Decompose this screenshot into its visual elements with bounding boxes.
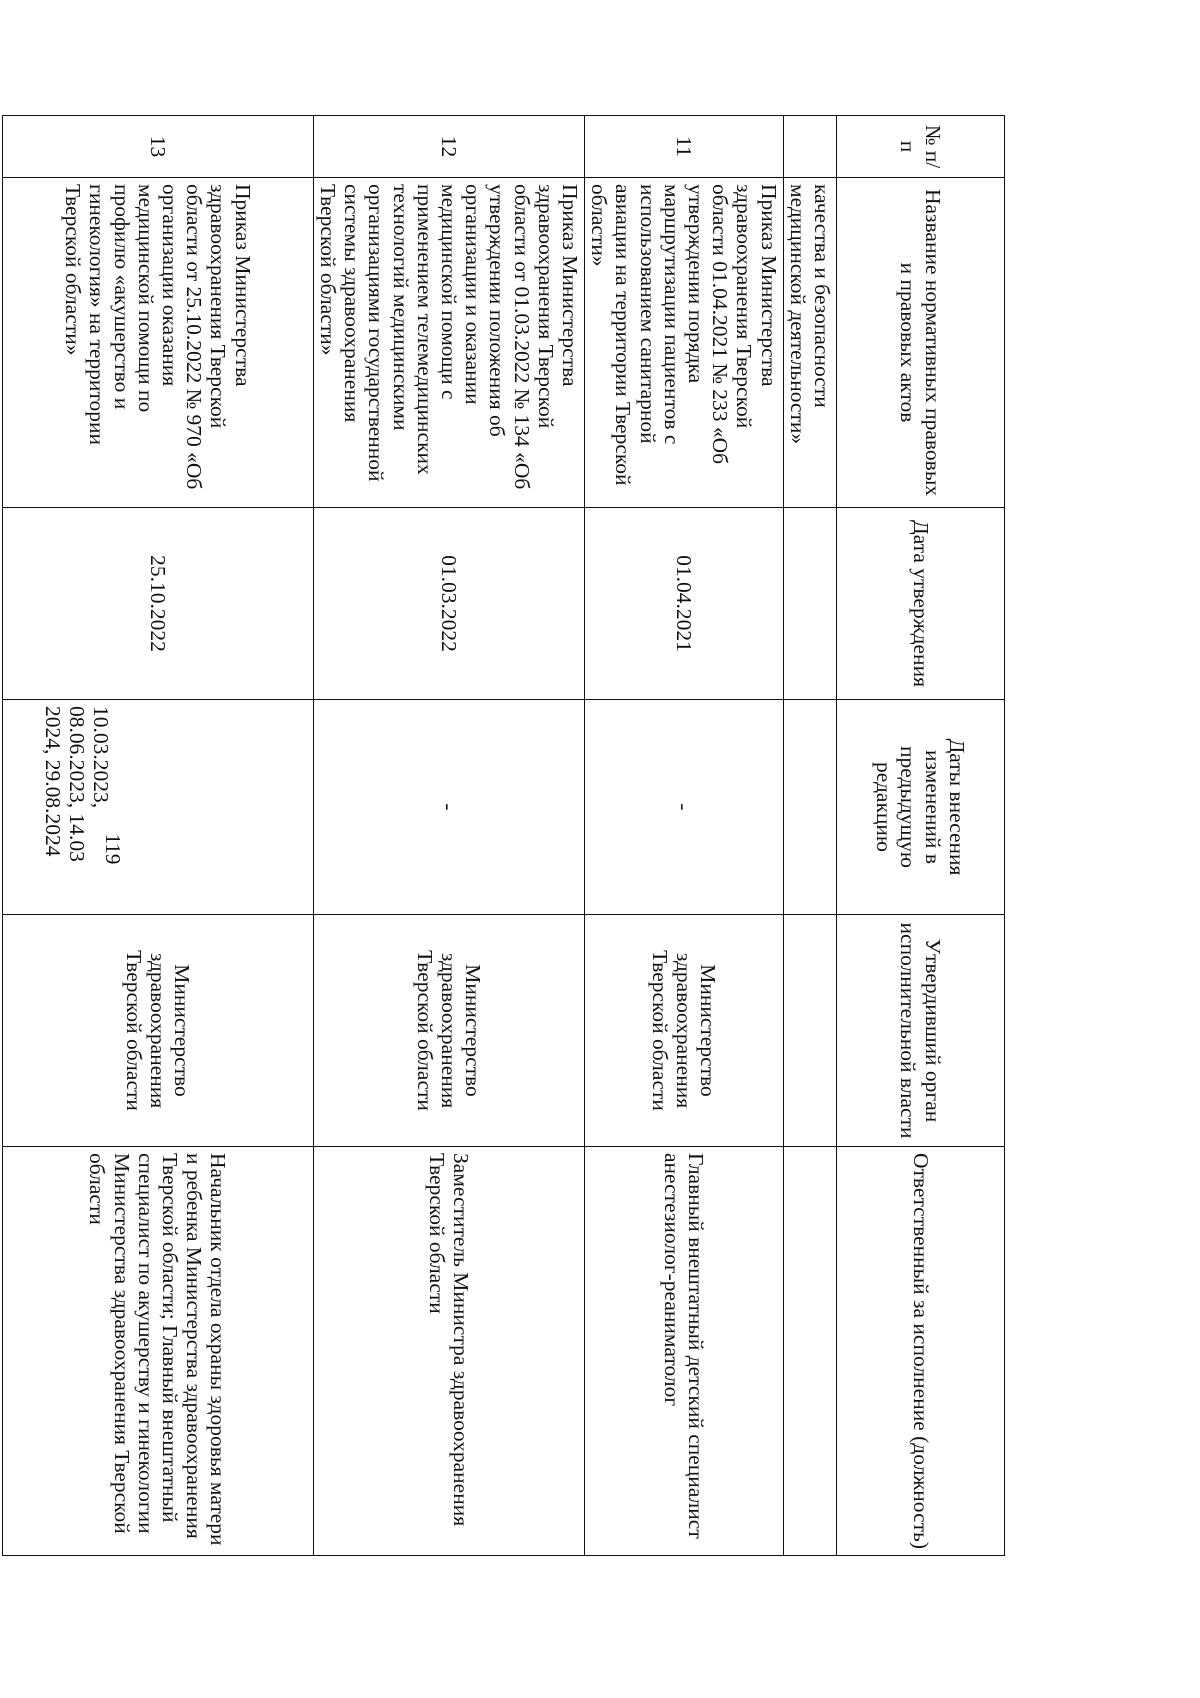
table-row-13 xyxy=(2,116,313,1556)
header-authority: Утвердивший орган исполнительной власти xyxy=(837,915,1005,1147)
cell-num xyxy=(783,116,836,178)
cell-changes xyxy=(783,700,836,915)
cell-date: 25.10.2022 xyxy=(2,508,313,700)
table-row-12 xyxy=(313,116,584,1556)
table-row-continuation xyxy=(783,116,836,1556)
cell-responsible: Заместитель Министра здравоохранения Тверской области xyxy=(313,1147,584,1556)
page-number: 119 xyxy=(101,833,125,865)
cell-changes: 10.03.2023, 08.06.2023, 14.03 2024, 29.08.2024 xyxy=(2,700,313,915)
cell-responsible xyxy=(783,1147,836,1556)
cell-changes: - xyxy=(313,700,584,915)
cell-date: 01.04.2021 xyxy=(584,508,783,700)
header-date: Дата утверждения xyxy=(837,508,1005,700)
header-name: Название нормативных правовых и правовых актов xyxy=(837,178,1005,508)
table-header-row xyxy=(837,116,1005,1556)
cell-num: 12 xyxy=(313,116,584,178)
cell-num: 13 xyxy=(2,116,313,178)
cell-authority: Министерство здравоохранения Тверской области xyxy=(584,915,783,1147)
cell-num: 11 xyxy=(584,116,783,178)
cell-date: 01.03.2022 xyxy=(313,508,584,700)
cell-date xyxy=(783,508,836,700)
table-row-11 xyxy=(584,116,783,1556)
cell-name: качества и безопасности медицинской деятельности» xyxy=(783,178,836,508)
header-responsible: Ответственный за исполнение (должность) xyxy=(837,1147,1005,1556)
cell-responsible: Начальник отдела охраны здоровья матери и ребенка Министерства здравоохранения Тверской области; Главный внештатный специалист по акушерству и гинекологии Министерства здравоохранения Тверской области xyxy=(2,1147,313,1556)
header-num: № п/п xyxy=(837,116,1005,178)
cell-name: Приказ Министерства здравоохранения Тверской области от 25.10.2022 № 970 «Об организации оказания медицинской помощи по профилю «акушерство и гинекология» на территории Тверской области» xyxy=(2,178,313,508)
regulatory-acts-table xyxy=(2,115,1005,1556)
header-changes: Даты внесения изменений в предыдущую редакцию xyxy=(837,700,1005,915)
cell-authority: Министерство здравоохранения Тверской области xyxy=(313,915,584,1147)
cell-name: Приказ Министерства здравоохранения Тверской области 01.04.2021 № 233 «Об утверждении порядка маршрутизации пациентов с использованием санитарной авиации на территории Тверской области» xyxy=(584,178,783,508)
cell-changes: - xyxy=(584,700,783,915)
cell-responsible: Главный внештатный детский специалист анестезиолог-реаниматолог xyxy=(584,1147,783,1556)
cell-authority: Министерство здравоохранения Тверской области xyxy=(2,915,313,1147)
cell-name: Приказ Министерства здравоохранения Тверской области от 01.03.2022 № 134 «Об утверждении положения об организации и оказании медицинской помощи с применением телемедицинских технологий медицинскими организациями государственной системы здравоохранения Тверской области» xyxy=(313,178,584,508)
cell-authority xyxy=(783,915,836,1147)
